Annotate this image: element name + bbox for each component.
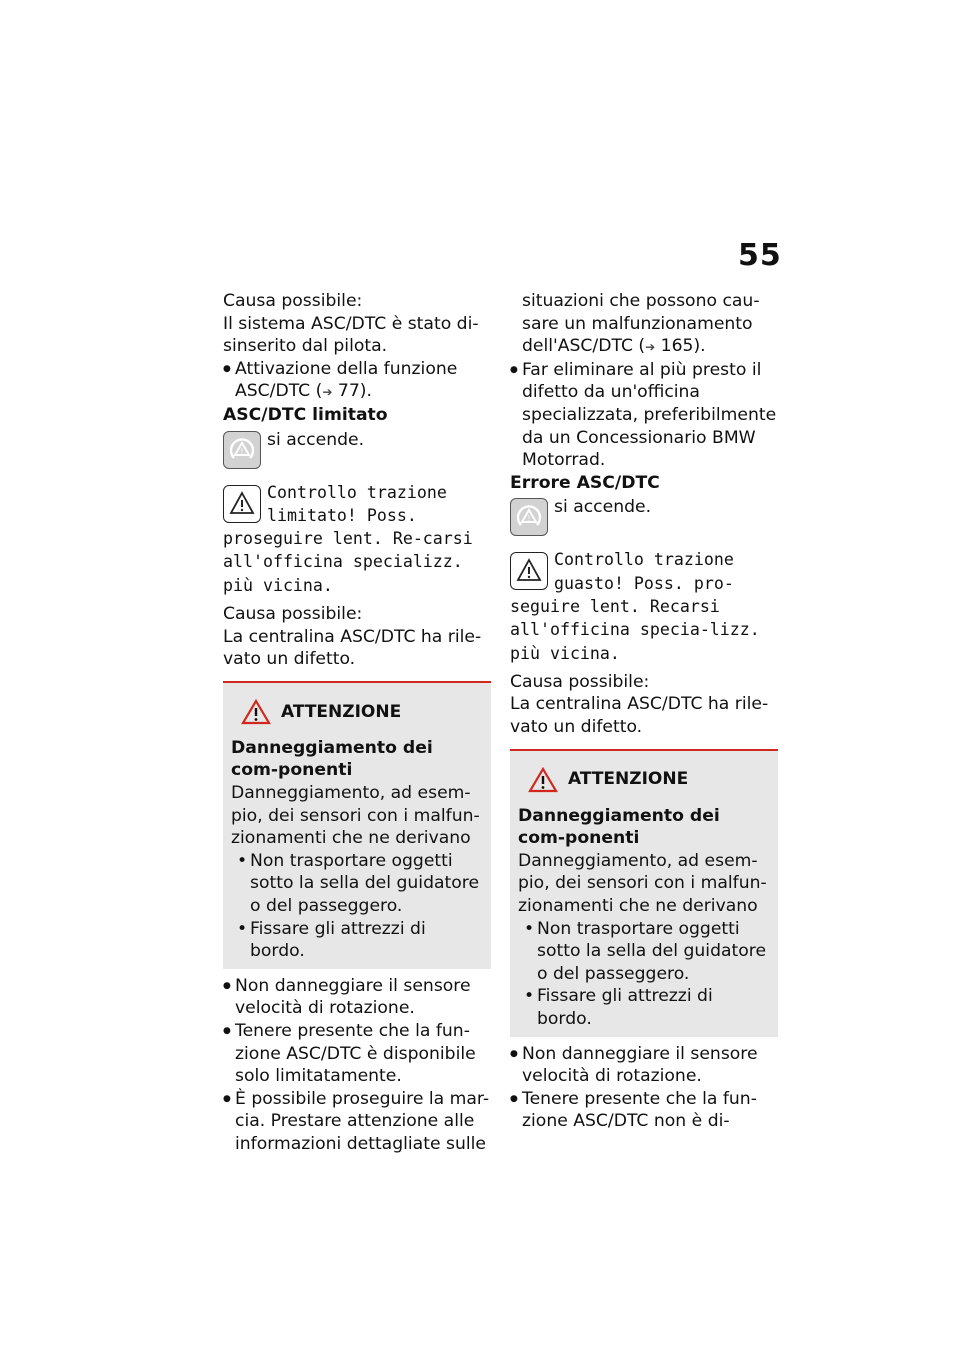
warning-header: ATTENZIONE [528, 767, 770, 793]
warning-box [223, 681, 491, 969]
lamp-row [510, 496, 778, 540]
display-message: Controllo trazione guasto! Poss. pro-seguire lent. Recarsi all'officina specia-lizz. più vicina. [510, 550, 760, 663]
warning-triangle-icon [223, 485, 261, 523]
cause-label: Causa possibile: [510, 671, 650, 692]
arrow-ref-icon: ➔ [322, 385, 333, 400]
right-column [510, 290, 778, 1133]
warning-triangle-icon [241, 699, 271, 725]
warning-triangle-icon [528, 767, 558, 793]
svg-text:!: ! [527, 514, 531, 524]
cause-label: Causa possibile: [223, 291, 363, 311]
page-number: 55 [738, 238, 782, 273]
heading-limited: ASC/DTC limitato [223, 404, 388, 425]
display-message: Controllo trazione limitato! Poss. proseguire lent. Re-carsi all'officina specializz. più vicina. [223, 482, 473, 595]
asc-dtc-lamp-icon [223, 431, 261, 469]
warning-item: • Non trasportare oggetti sotto la sella del guidatore o del passeggero. [518, 918, 770, 986]
bullet-workshop: ● Far eliminare al più presto il difetto da un'officina specializzata, preferibilmente da un Concessionario BMW Motorrad. [510, 359, 778, 472]
heading-error: Errore ASC/DTC [510, 472, 660, 493]
lamp-text: si accende. [554, 497, 652, 518]
continued-text: situazioni che possono cau-sare un malfunzionamento dell'ASC/DTC (➔ 165). [522, 291, 760, 357]
asc-dtc-lamp-icon [510, 498, 548, 536]
warning-text: Danneggiamento, ad esem-pio, dei sensori con i malfun-zionamenti che ne derivano [518, 850, 767, 916]
cause-label-2: Causa possibile: [223, 604, 363, 625]
list-item: ● Non danneggiare il sensore velocità di rotazione. [510, 1043, 778, 1088]
list-item: ● Tenere presente che la fun-zione ASC/DTC è disponibile solo limitatamente. [223, 1020, 491, 1088]
lamp-row [223, 429, 491, 473]
list-item: ● È possibile proseguire la mar-cia. Prestare attenzione alle informazioni dettagliate sulle [223, 1088, 491, 1156]
warning-subtitle: Danneggiamento dei com-ponenti [231, 737, 433, 781]
warning-triangle-icon [510, 552, 548, 590]
cause-text: Il sistema ASC/DTC è stato di-sinserito dal pilota. [223, 313, 479, 357]
lamp-text: si accende. [267, 429, 365, 450]
warning-item: • Non trasportare oggetti sotto la sella del guidatore o del passeggero. [231, 850, 483, 918]
svg-text:!: ! [240, 446, 244, 456]
warning-text: Danneggiamento, ad esem-pio, dei sensori con i malfun-zionamenti che ne derivano [231, 783, 480, 849]
cause-text: La centralina ASC/DTC ha rile-vato un difetto. [510, 694, 769, 738]
warning-subtitle: Danneggiamento dei com-ponenti [518, 805, 720, 849]
cause-text-2: La centralina ASC/DTC ha rile-vato un difetto. [223, 626, 482, 670]
bullet-activate: ● Attivazione della funzione ASC/DTC (➔ 77). [223, 358, 491, 404]
left-column [223, 290, 491, 1156]
warning-item: • Fissare gli attrezzi di bordo. [518, 985, 770, 1030]
arrow-ref-icon: ➔ [645, 340, 656, 355]
warning-item: • Fissare gli attrezzi di bordo. [231, 918, 483, 963]
warning-header: ATTENZIONE [241, 699, 483, 725]
list-item: ● Non danneggiare il sensore velocità di rotazione. [223, 975, 491, 1020]
list-item: ● Tenere presente che la fun-zione ASC/DTC non è di- [510, 1088, 778, 1133]
warning-box [510, 749, 778, 1037]
